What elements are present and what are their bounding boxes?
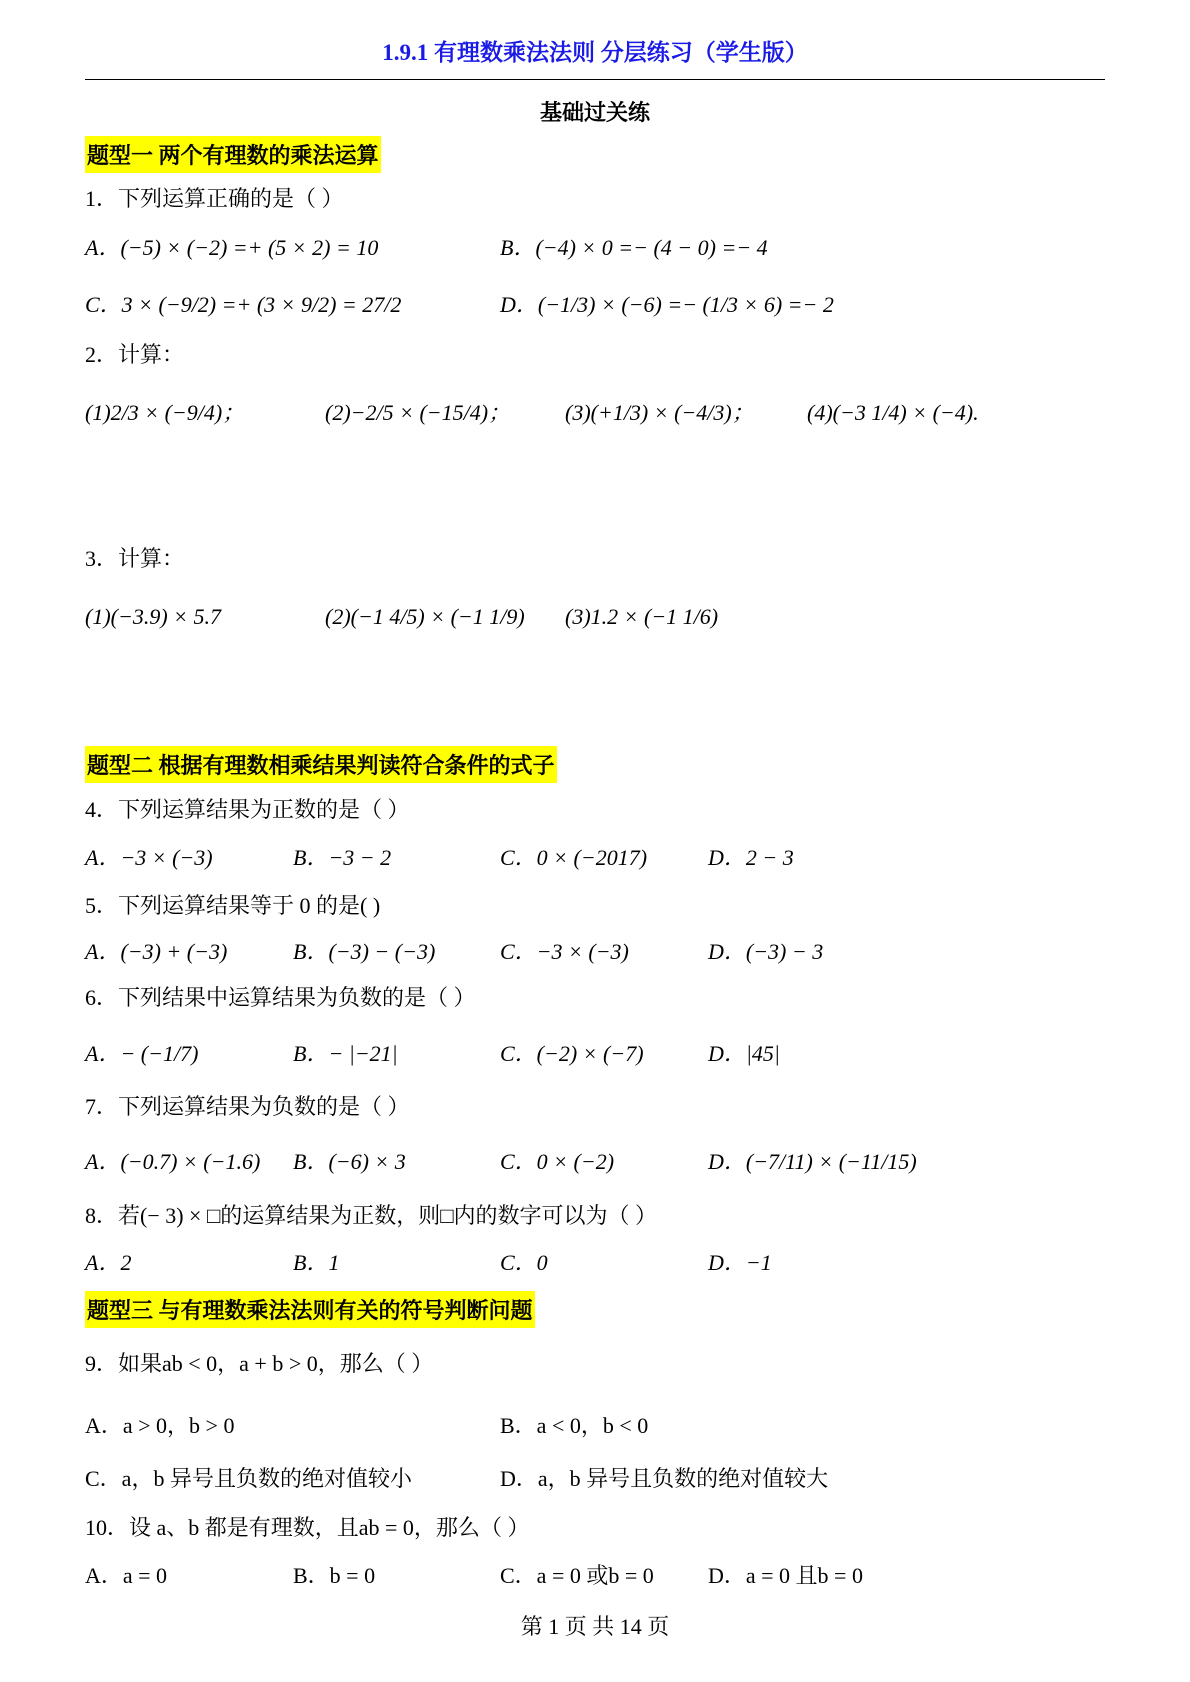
- q9-stem: 9．如果ab < 0，a + b > 0，那么（ ）: [85, 1351, 434, 1376]
- q3-stem: 3．计算：: [85, 546, 185, 571]
- q9-option-c: C．a，b 异号且负数的绝对值较小: [85, 1466, 412, 1491]
- q1-stem: 1．下列运算正确的是（ ）: [85, 186, 344, 211]
- q7-stem: 7．下列运算结果为负数的是（ ）: [85, 1094, 410, 1119]
- q10-option-a: A．a = 0: [85, 1563, 168, 1588]
- q1-option-b: B．(−4) × 0 =− (4 − 0) =− 4: [500, 235, 768, 260]
- q9-option-d: D．a，b 异号且负数的绝对值较大: [500, 1466, 829, 1491]
- q7-option-a: A．(−0.7) × (−1.6): [85, 1149, 261, 1174]
- q5-option-b: B．(−3) − (−3): [293, 939, 436, 964]
- q8-stem: 8．若(− 3) × □的运算结果为正数，则□内的数字可以为（ ）: [85, 1203, 658, 1228]
- q3-part-2: (2)(−1 4/5) × (−1 1/9): [325, 604, 525, 629]
- q2-stem: 2．计算：: [85, 342, 185, 367]
- q7-option-c: C．0 × (−2): [500, 1149, 615, 1174]
- q1-option-c: C．3 × (−9/2) =+ (3 × 9/2) = 27/2: [85, 292, 402, 317]
- q3-part-3: (3)1.2 × (−1 1/6): [565, 604, 719, 629]
- topic-3-label: 题型三 与有理数乘法法则有关的符号判断问题: [85, 1291, 535, 1328]
- page-title: 1.9.1 有理数乘法法则 分层练习（学生版）: [382, 40, 808, 65]
- q2-part-4: (4)(−3 1/4) × (−4).: [807, 400, 979, 425]
- q6-option-c: C．(−2) × (−7): [500, 1041, 644, 1066]
- q4-option-c: C．0 × (−2017): [500, 845, 648, 870]
- q8-option-a: A．2: [85, 1250, 132, 1275]
- q7-option-d: D．(−7/11) × (−11/15): [708, 1149, 917, 1174]
- q8-option-d: D．−1: [708, 1250, 772, 1275]
- q10-option-b: B．b = 0: [293, 1563, 376, 1588]
- q5-option-c: C．−3 × (−3): [500, 939, 629, 964]
- page-footer: 第 1 页 共 14 页: [520, 1614, 670, 1639]
- q3-part-1: (1)(−3.9) × 5.7: [85, 604, 221, 629]
- q5-option-a: A．(−3) + (−3): [85, 939, 228, 964]
- topic-2-label: 题型二 根据有理数相乘结果判读符合条件的式子: [85, 746, 557, 783]
- q1-option-d: D．(−1/3) × (−6) =− (1/3 × 6) =− 2: [500, 292, 834, 317]
- q1-option-a: A．(−5) × (−2) =+ (5 × 2) = 10: [85, 235, 379, 260]
- q5-option-d: D．(−3) − 3: [708, 939, 824, 964]
- q5-stem: 5．下列运算结果等于 0 的是( ): [85, 893, 381, 918]
- section-title: 基础过关练: [539, 100, 650, 125]
- q9-option-b: B．a < 0，b < 0: [500, 1413, 649, 1438]
- q10-option-c: C．a = 0 或b = 0: [500, 1563, 654, 1588]
- q8-option-c: C．0: [500, 1250, 548, 1275]
- q10-stem: 10．设 a、b 都是有理数，且ab = 0，那么（ ）: [85, 1515, 530, 1540]
- q4-option-a: A．−3 × (−3): [85, 845, 213, 870]
- q2-part-3: (3)(+1/3) × (−4/3)；: [565, 400, 754, 425]
- header-rule: [85, 79, 1105, 80]
- topic-1-label: 题型一 两个有理数的乘法运算: [85, 136, 381, 173]
- q2-part-2: (2)−2/5 × (−15/4)；: [325, 400, 511, 425]
- q6-option-a: A．− (−1/7): [85, 1041, 199, 1066]
- q4-option-d: D．2 − 3: [708, 845, 794, 870]
- q6-option-b: B．− |−21|: [293, 1041, 398, 1066]
- q7-option-b: B．(−6) × 3: [293, 1149, 406, 1174]
- q4-stem: 4．下列运算结果为正数的是（ ）: [85, 797, 410, 822]
- q6-stem: 6．下列结果中运算结果为负数的是（ ）: [85, 985, 476, 1010]
- q8-option-b: B．1: [293, 1250, 340, 1275]
- q2-part-1: (1)2/3 × (−9/4)；: [85, 400, 245, 425]
- q6-option-d: D．|45|: [708, 1041, 780, 1066]
- q9-option-a: A．a > 0，b > 0: [85, 1413, 235, 1438]
- q10-option-d: D．a = 0 且b = 0: [708, 1563, 863, 1588]
- q4-option-b: B．−3 − 2: [293, 845, 392, 870]
